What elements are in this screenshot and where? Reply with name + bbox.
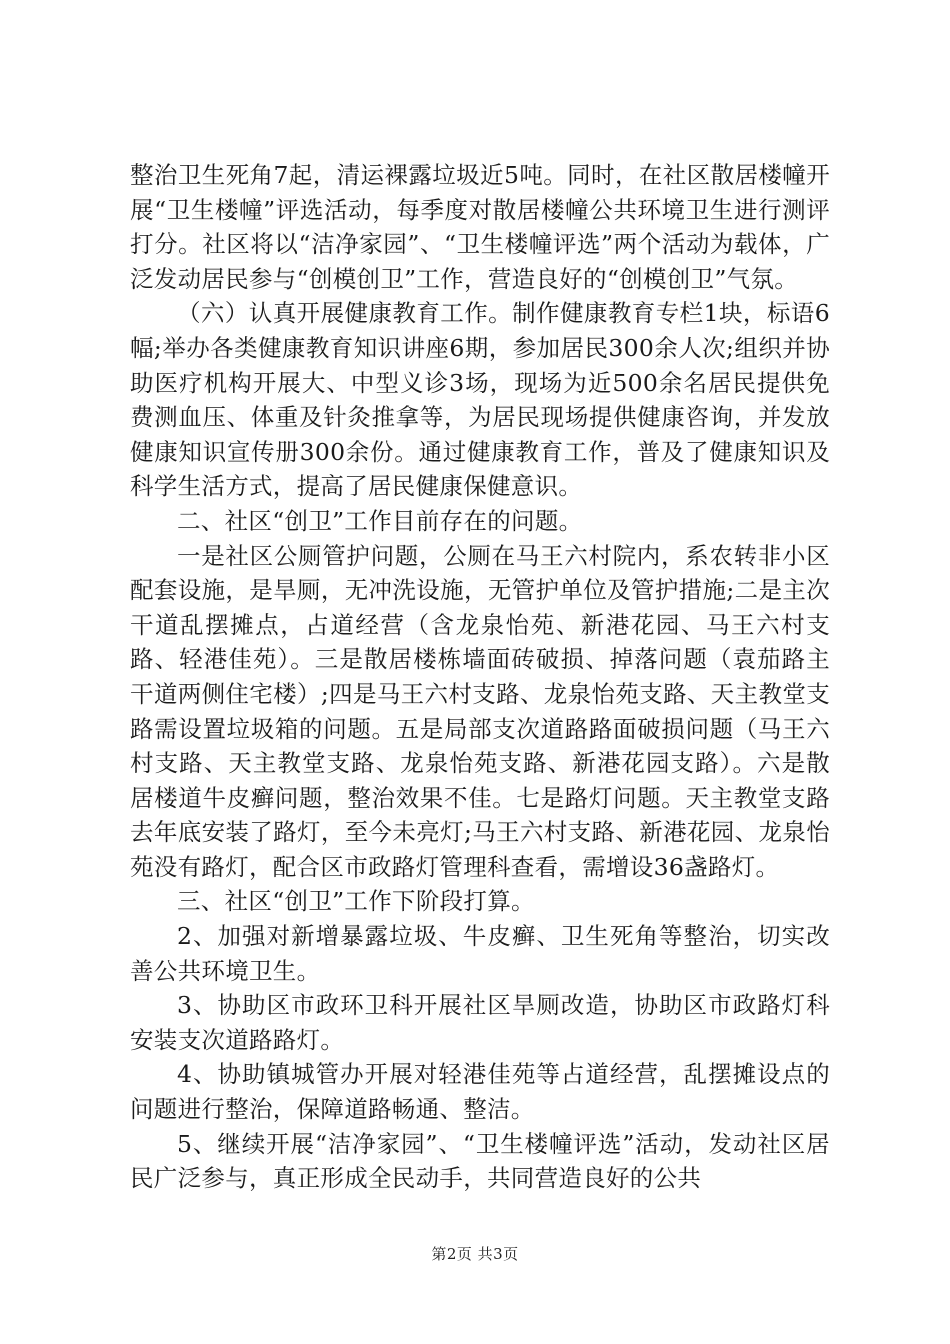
section-heading-problems: 二、社区“创卫”工作目前存在的问题。 [177,506,583,535]
document-body [130,158,830,1196]
paragraph-problems-list: 一是社区公厕管护问题，公厕在马王六村院内，系农转非小区配套设施，是旱厕，无冲洗设施，无管护单位及管护措施;二是主次干道乱摆摊点，占道经营（含龙泉怡苑、新港花园、马王六村支路、轻港佳苑）。三是散居楼栋墙面砖破损、掉落问题（袁茄路主干道两侧住宅楼）;四是马王六村支路、龙泉怡苑支路、天主教堂支路需设置垃圾箱的问题。五是局部支次道路路面破损问题（马王六村支路、天主教堂支路、龙泉怡苑支路、新港花园支路）。六是散居楼道牛皮癣问题，整治效果不佳。七是路灯问题。天主教堂支路去年底安装了路灯，至今未亮灯;马王六村支路、新港花园、龙泉怡苑没有路灯，配合区市政路灯管理科查看，需增设36盏路灯。 [130,541,830,881]
paragraph-continuation: 整治卫生死角7起，清运裸露垃圾近5吨。同时，在社区散居楼幢开展“卫生楼幢”评选活动，每季度对散居楼幢公共环境卫生进行测评打分。社区将以“洁净家园”、“卫生楼幢评选”两个活动为载体，广泛发动居民参与“创模创卫”工作，营造良好的“创模创卫”气氛。 [130,161,830,293]
plan-item-4: 4、协助镇城管办开展对轻港佳苑等占道经营，乱摆摊设点的问题进行整治，保障道路畅通、整洁。 [130,1060,830,1124]
plan-item-3: 3、协助区市政环卫科开展社区旱厕改造，协助区市政路灯科安装支次道路路灯。 [130,991,830,1054]
page-footer: 第2页 共3页 [431,1245,519,1263]
paragraph-health-education: （六）认真开展健康教育工作。制作健康教育专栏1块，标语6幅;举办各类健康教育知识讲座6期，参加居民300余人次;组织并协助医疗机构开展大、中型义诊3场，现场为近500余名居民提供免费测血压、体重及针灸推拿等，为居民现场提供健康咨询，并发放健康知识宣传册300余份。通过健康教育工作，普及了健康知识及科学生活方式，提高了居民健康保健意识。 [130,299,830,501]
plan-item-2: 2、加强对新增暴露垃圾、牛皮癣、卫生死角等整治，切实改善公共环境卫生。 [130,922,830,985]
plan-item-5: 5、继续开展“洁净家园”、“卫生楼幢评选”活动，发动社区居民广泛参与，真正形成全民动手，共同营造良好的公共 [130,1129,830,1193]
section-heading-next-plans: 三、社区“创卫”工作下阶段打算。 [177,887,535,916]
